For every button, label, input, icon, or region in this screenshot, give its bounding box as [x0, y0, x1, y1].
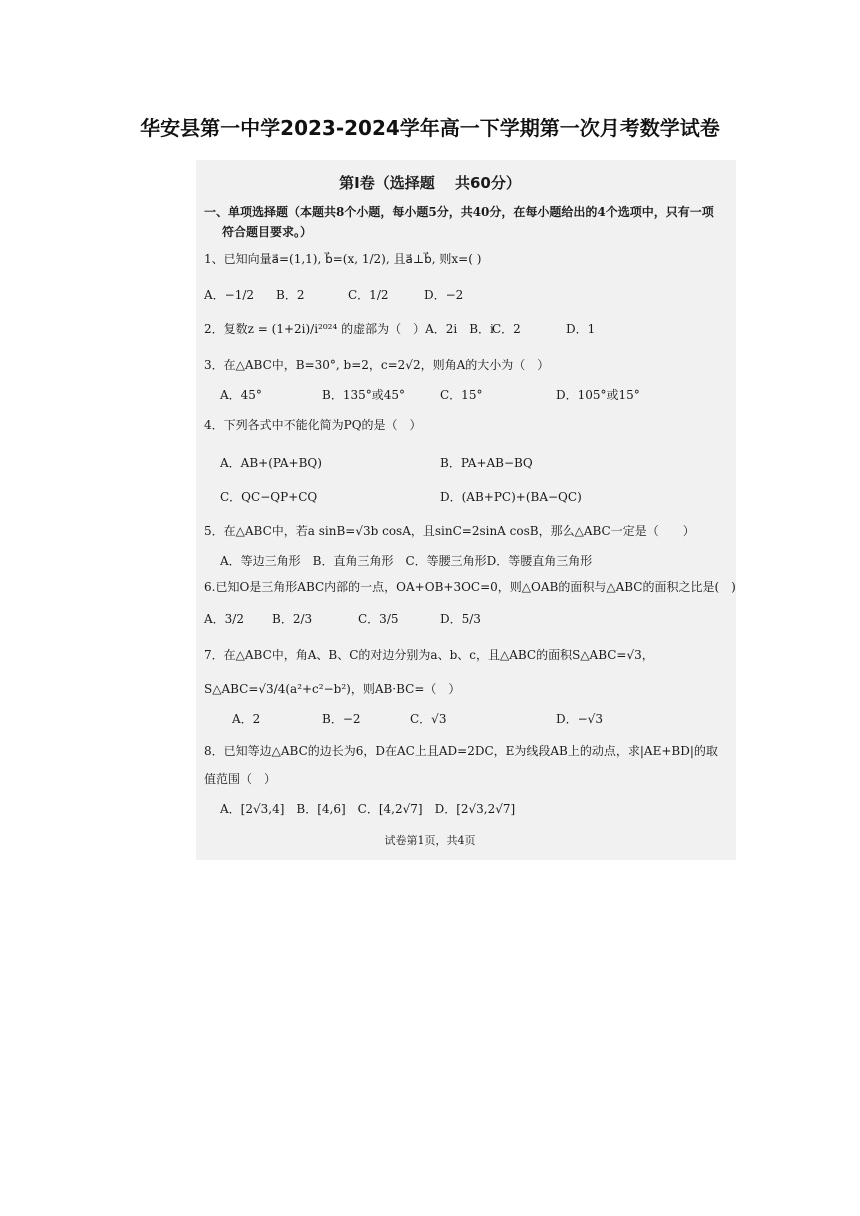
question-6-option-d: D．5/3 [440, 612, 481, 626]
question-4-option-a: A．AB+(PA+BQ) [220, 456, 322, 470]
question-8-stem-line-1: 8．已知等边△ABC的边长为6，D在AC上且AD=2DC，E为线段AB上的动点，求|AE+BD|的取 [204, 744, 718, 758]
question-7-option-b: B．−2 [322, 712, 361, 726]
section-title: 第I卷（选择题 共60分） [339, 174, 521, 192]
question-1-option-d: D．−2 [424, 288, 464, 302]
question-7-option-c: C．√3 [410, 712, 447, 726]
question-4-stem: 4．下列各式中不能化简为PQ的是（ ） [204, 418, 422, 432]
question-5-options: A．等边三角形 B．直角三角形 C．等腰三角形D．等腰直角三角形 [220, 554, 593, 568]
question-1-option-c: C．1/2 [348, 288, 389, 302]
question-6-option-c: C．3/5 [358, 612, 399, 626]
question-2-stem: 2．复数z = (1+2i)/i²⁰²⁴ 的虚部为（ ）A．2i B．i [204, 322, 494, 336]
question-4-option-d: D．(AB+PC)+(BA−QC) [440, 490, 582, 504]
question-2-option-c: C．2 [492, 322, 521, 336]
question-1-stem: 1、已知向量a⃗=(1,1), b⃗=(x, 1/2), 且a⃗⊥b⃗, 则x=( ) [204, 252, 482, 266]
question-1-option-b: B．2 [276, 288, 305, 302]
page-footer: 试卷第1页，共4页 [384, 834, 476, 847]
part-heading-line-1: 一、单项选择题（本题共8个小题，每小题5分，共40分，在每小题给出的4个选项中，只有一项 [204, 205, 714, 219]
question-7-option-a: A．2 [232, 712, 261, 726]
question-7-stem-line-2: S△ABC=√3/4(a²+c²−b²)，则AB·BC=（ ） [204, 682, 461, 696]
question-4-option-b: B．PA+AB−BQ [440, 456, 533, 470]
question-4-option-c: C．QC−QP+CQ [220, 490, 318, 504]
part-heading-line-2: 符合题目要求。） [222, 225, 313, 239]
question-6-option-b: B．2/3 [272, 612, 313, 626]
question-3-option-c: C．15° [440, 388, 483, 402]
question-3-option-a: A．45° [220, 388, 262, 402]
question-5-stem: 5．在△ABC中，若a sinB=√3b cosA，且sinC=2sinA cosB，那么△ABC一定是（ ） [204, 524, 695, 538]
question-7-option-d: D．−√3 [556, 712, 603, 726]
question-6-stem: 6.已知O是三角形ABC内部的一点，OA+OB+3OC=0，则△OAB的面积与△ABC的面积之比是( ) [204, 580, 736, 594]
question-8-stem-line-2: 值范围（ ） [204, 772, 277, 786]
question-3-option-b: B．135°或45° [322, 388, 405, 402]
question-7-stem-line-1: 7．在△ABC中，角A、B、C的对边分别为a、b、c，且△ABC的面积S△ABC=√3， [204, 648, 654, 662]
question-2-option-d: D．1 [566, 322, 596, 336]
question-1-option-a: A．−1/2 [204, 288, 255, 302]
question-8-options: A．[2√3,4] B．[4,6] C．[4,2√7] D．[2√3,2√7] [220, 802, 516, 816]
question-3-stem: 3．在△ABC中，B=30°, b=2，c=2√2，则角A的大小为（ ） [204, 358, 550, 372]
question-3-option-d: D．105°或15° [556, 388, 640, 402]
question-6-option-a: A．3/2 [204, 612, 244, 626]
exam-title: 华安县第一中学2023-2024学年高一下学期第一次月考数学试卷 [140, 116, 720, 140]
